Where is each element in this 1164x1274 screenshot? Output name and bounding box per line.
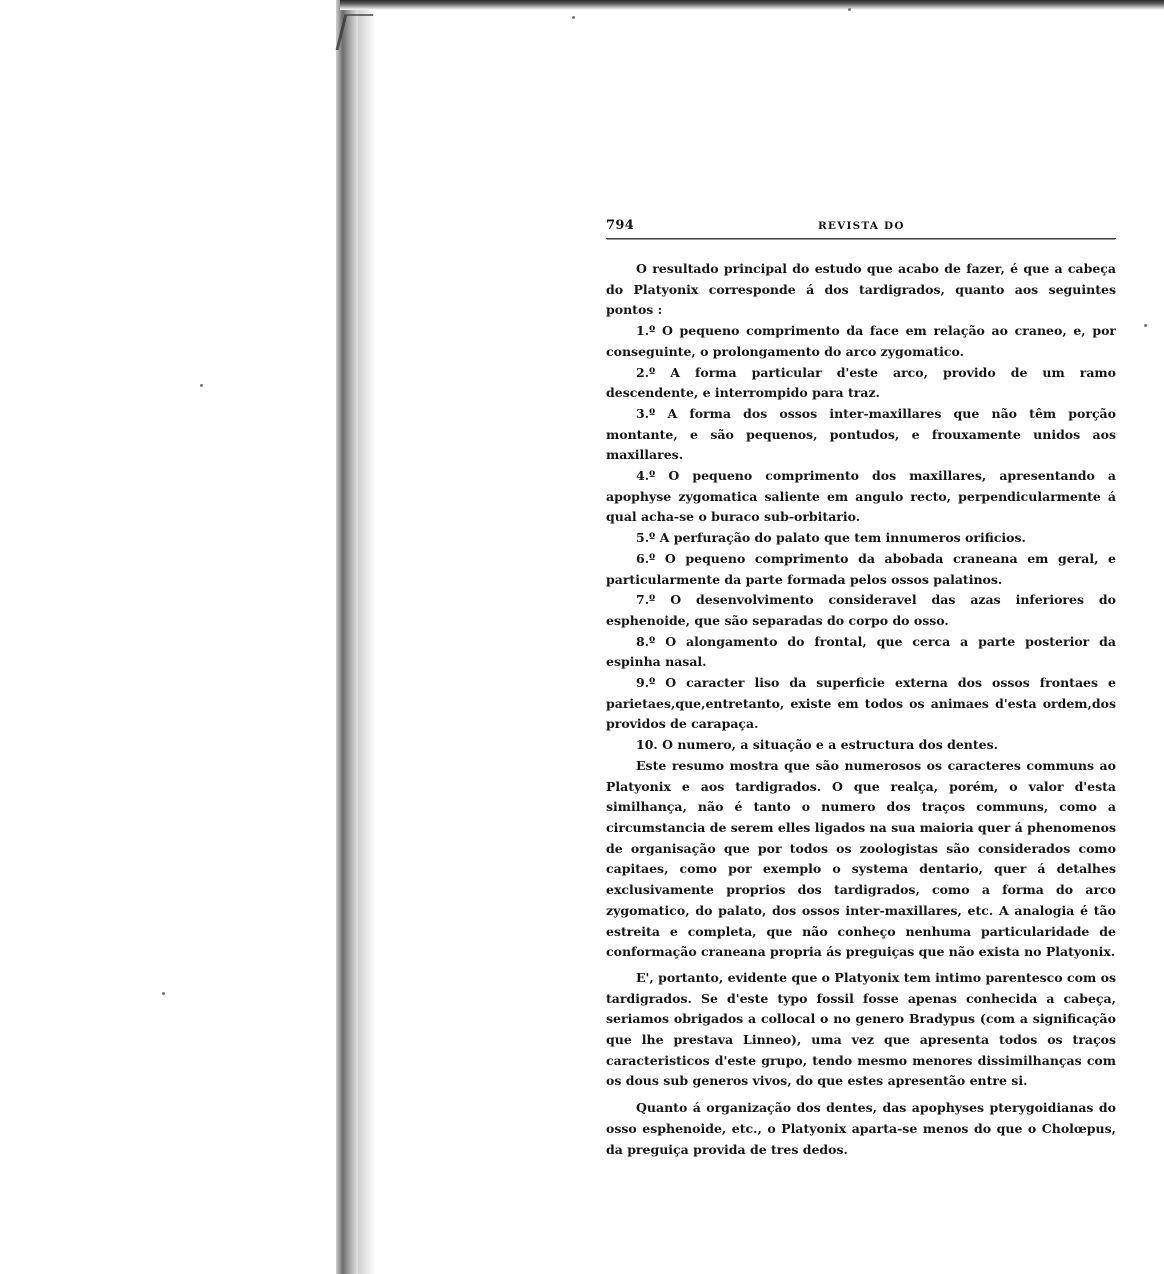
list-item-5: 5.º A perfuração do palato que tem innumeros orificios. <box>636 530 1026 546</box>
list-item-3: 3.º A forma dos ossos inter-maxillares que não têm porção montante, e são pequenos, pontudos, e frouxamente unidos aos maxillares. <box>606 405 1116 463</box>
speck <box>572 16 575 19</box>
book-spine <box>336 0 358 1274</box>
speck <box>1144 324 1147 327</box>
list-item-4: 4.º O pequeno comprimento dos maxillares, apresentando a apophyse zygomatica saliente em angulo recto, perpendicularmente á qual acha-se o buraco sub-orbitario. <box>606 468 1116 525</box>
journal-title: REVISTA DO <box>818 220 905 232</box>
facing-page-edge <box>0 0 340 1274</box>
paragraph-conclusion: E', portanto, evidente que o Platyonix tem intimo parentesco com os tardigrados. Se d'este typo fossil fosse apenas conhecida a cabeça, seriamos obrigados a collocal o no genero Bradypus (com a significação que lhe prestava Linneo), uma vez que apresenta todos os traços caracteristicos d'este grupo, tendo mesmo menores dissimilhanças com os dous sub generos vivos, do que estes apresentão entre si. <box>606 969 1116 1089</box>
list-item-7: 7.º O desenvolvimento consideravel das azas inferiores do esphenoide, que são separadas do corpo do osso. <box>606 592 1116 628</box>
speck <box>200 384 203 387</box>
paragraph-summary: Este resumo mostra que são numerosos os caracteres communs ao Platyonix e aos tardigrados. O que realça, porém, o valor d'esta similhança, não é tanto o numero dos traços communs, como a circumstancia de serem elles ligados na sua maioria quer á phenomenos de organisação que por todos os zoologistas são considerados como capitaes, como por exemplo o systema dentario, quer á detalhes exclusivamente proprios dos tardigrados, como a forma do arco zygomatico, do palato, dos ossos inter-maxillares, etc. A analogia é tão estreita e completa, que não conheço nenhuma particularidade de conformação craneana propria ás preguiças que não exista no Platyonix. <box>606 757 1116 960</box>
list-item-6: 6.º O pequeno comprimento da abobada craneana em geral, e particularmente da parte formada pelos ossos palatinos. <box>606 550 1116 587</box>
list-item-1: 1.º O pequeno comprimento da face em relação ao craneo, e, por conseguinte, o prolongamento do arco zygomatico. <box>606 323 1116 359</box>
paragraph-intro: O resultado principal do estudo que acabo de fazer, é que a cabeça do Platyonix corresponde á dos tardigrados, quanto aos seguintes pontos : <box>606 261 1116 318</box>
speck <box>162 992 165 995</box>
spine-shadow <box>358 0 376 1274</box>
list-item-9: 9.º O caracter liso da superficie externa dos ossos frontaes e parietaes,que,entretanto, existe em todos os animaes d'esta ordem,dos providos de carapaça. <box>606 675 1116 732</box>
running-head <box>606 216 1116 239</box>
list-item-8: 8.º O alongamento do frontal, que cerca a parte posterior da espinha nasal. <box>606 633 1116 670</box>
list-item-10: 10. O numero, a situação e a estructura dos dentes. <box>636 737 998 753</box>
body-text <box>606 259 1116 1160</box>
paragraph-dentition: Quanto á organização dos dentes, das apophyses pterygoidianas do osso esphenoide, etc., o Platyonix aparta-se menos do que o Cholœpus, da preguiça provida de tres dedos. <box>606 1100 1116 1157</box>
speck <box>848 8 851 11</box>
page-number: 794 <box>606 218 635 233</box>
book-page <box>606 216 1116 1160</box>
list-item-2: 2.º A forma particular d'este arco, provido de um ramo descendente, e interrompido para traz. <box>606 364 1116 401</box>
page-top-edge <box>340 0 1164 10</box>
